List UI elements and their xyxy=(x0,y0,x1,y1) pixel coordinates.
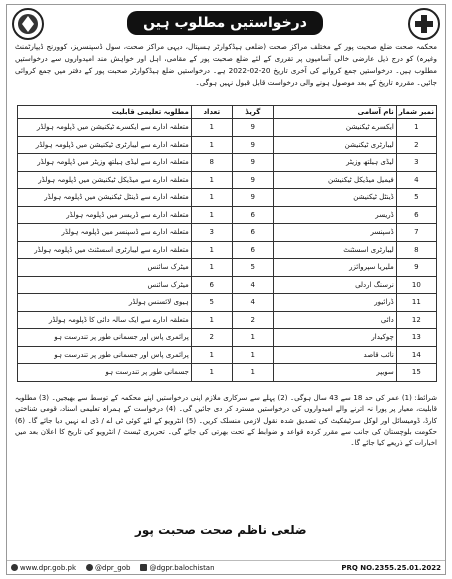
table-row xyxy=(18,364,437,382)
cell-number: 9 xyxy=(396,259,436,277)
cell-count: 1 xyxy=(191,241,232,259)
column-header-count: تعداد xyxy=(191,106,232,119)
cell-grade: 1 xyxy=(232,346,273,364)
health-department-logo-icon xyxy=(407,7,441,41)
cell-number: 3 xyxy=(396,154,436,172)
cell-qualification: متعلقہ ادارے سے میڈیکل ٹیکنیشن میں ڈپلومہ ہولڈر xyxy=(18,171,192,189)
table-row xyxy=(18,329,437,347)
table-row xyxy=(18,276,437,294)
cell-post-name: چوکیدار xyxy=(273,329,396,347)
cell-post-name: نائب قاصد xyxy=(273,346,396,364)
cell-number: 5 xyxy=(396,189,436,207)
cell-post-name: ڈریسر xyxy=(273,206,396,224)
cell-grade: 6 xyxy=(232,206,273,224)
cell-number: 11 xyxy=(396,294,436,312)
cell-grade: 1 xyxy=(232,364,273,382)
column-header-post: نام آسامی xyxy=(273,106,396,119)
page-title: درخواستیں مطلوب ہیں xyxy=(127,11,323,35)
footer-bar xyxy=(7,560,445,574)
cell-qualification: پرائمری پاس اور جسمانی طور پر تندرست ہو xyxy=(18,329,192,347)
cell-grade: 4 xyxy=(232,294,273,312)
facebook-icon xyxy=(140,564,147,571)
cell-grade: 1 xyxy=(232,329,273,347)
cell-qualification: متعلقہ ادارے سے لیڈی ہیلتھ وزیٹر میں ڈپلومہ ہولڈر xyxy=(18,154,192,172)
table-header-row xyxy=(18,106,437,119)
twitter-text: @dpr_gob xyxy=(95,563,131,572)
globe-icon xyxy=(11,564,18,571)
vacancies-table xyxy=(17,105,437,382)
cell-count: 1 xyxy=(191,259,232,277)
cell-count: 1 xyxy=(191,136,232,154)
cell-number: 4 xyxy=(396,171,436,189)
cell-post-name: لیبارٹری ٹیکنیشن xyxy=(273,136,396,154)
facebook-link[interactable] xyxy=(140,564,214,572)
cell-post-name: ملیریا سپروائزر xyxy=(273,259,396,277)
cell-qualification: متعلقہ ادارے سے ایکسرے ٹیکنیشن میں ڈپلومہ ہولڈر xyxy=(18,119,192,137)
table-row xyxy=(18,206,437,224)
cell-count: 1 xyxy=(191,206,232,224)
table-row xyxy=(18,346,437,364)
table-row xyxy=(18,311,437,329)
cell-count: 1 xyxy=(191,364,232,382)
cell-number: 15 xyxy=(396,364,436,382)
website-link[interactable] xyxy=(11,564,76,572)
cell-number: 10 xyxy=(396,276,436,294)
cell-qualification: متعلقہ ادارے سے لیبارٹری ٹیکنیشن میں ڈپلومہ ہولڈر xyxy=(18,136,192,154)
cell-qualification: جسمانی طور پر تندرست ہو xyxy=(18,364,192,382)
cell-count: 1 xyxy=(191,311,232,329)
cell-count: 3 xyxy=(191,224,232,242)
cell-grade: 9 xyxy=(232,189,273,207)
cell-number: 6 xyxy=(396,206,436,224)
cell-qualification: متعلقہ ادارے سے ڈسپنسر میں ڈپلومہ ہولڈر xyxy=(18,224,192,242)
table-row xyxy=(18,259,437,277)
cell-qualification: ہیوی لائسنس ہولڈر xyxy=(18,294,192,312)
table-row xyxy=(18,154,437,172)
balochistan-emblem-left-icon xyxy=(11,7,45,41)
cell-count: 5 xyxy=(191,294,232,312)
social-links xyxy=(11,564,215,572)
cell-count: 1 xyxy=(191,119,232,137)
cell-post-name: دائی xyxy=(273,311,396,329)
cell-post-name: ڈرائیور xyxy=(273,294,396,312)
cell-count: 1 xyxy=(191,189,232,207)
table-row xyxy=(18,119,437,137)
terms-and-conditions: شرائط: (1) عمر کی حد 18 سے 43 سال ہوگی۔ (2) پہلے سے سرکاری ملازم اپنی درخواستیں اپنے محکمہ کے توسط سے بھیجیں۔ (3) مطلوبہ قابلیت، معیار پر پورا نہ اترنے والے امیدواروں کی درخواستیں مسترد کر دی جائیں گی۔ (4) درخواست کے ہمراہ تعلیمی اسناد، قومی شناختی کارڈ، ڈومیسائل اور لوکل سرٹیفکیٹ کی تصدیق شدہ نقول لازمی منسلک کریں۔ (5) انٹرویو کے لئے کوئی ٹی اے / ڈی اے نہیں دیا جائے گا۔ (6) حکومت بلوچستان کی جانب سے مقرر کردہ قواعد و ضوابط کے تحت بھرتی کی جائے گی۔ تحریری ٹیسٹ / انٹرویو کی تاریخ کا اعلان بعد میں اخبارات کے ذریعے کیا جائے گا۔ xyxy=(15,394,437,448)
cell-grade: 5 xyxy=(232,259,273,277)
cell-count: 6 xyxy=(191,276,232,294)
cell-post-name: لیبارٹری اسسٹنٹ xyxy=(273,241,396,259)
cell-grade: 9 xyxy=(232,171,273,189)
table-row xyxy=(18,136,437,154)
column-header-number: نمبر شمار xyxy=(396,106,436,119)
cell-post-name: ایکسرے ٹیکنیشن xyxy=(273,119,396,137)
advertisement-page xyxy=(6,4,446,575)
table-row xyxy=(18,189,437,207)
cell-grade: 9 xyxy=(232,119,273,137)
column-header-grade: گریڈ xyxy=(232,106,273,119)
prq-number: PRQ NO.2355.25.01.2022 xyxy=(341,563,441,572)
cell-count: 2 xyxy=(191,329,232,347)
cell-grade: 2 xyxy=(232,311,273,329)
cell-qualification: پرائمری پاس اور جسمانی طور پر تندرست ہو xyxy=(18,346,192,364)
cell-post-name: سویپر xyxy=(273,364,396,382)
cell-number: 14 xyxy=(396,346,436,364)
cell-grade: 4 xyxy=(232,276,273,294)
cell-qualification: میٹرک سائنس xyxy=(18,276,192,294)
table-row xyxy=(18,294,437,312)
cell-grade: 6 xyxy=(232,224,273,242)
cell-number: 1 xyxy=(396,119,436,137)
signature-authority: ضلعی ناظم صحت صحبت پور xyxy=(135,523,307,537)
table-row xyxy=(18,224,437,242)
twitter-link[interactable] xyxy=(86,564,130,572)
table-row xyxy=(18,241,437,259)
table-row xyxy=(18,171,437,189)
cell-post-name: فیمیل میڈیکل ٹیکنیشن xyxy=(273,171,396,189)
column-header-qualification: مطلوبہ تعلیمی قابلیت xyxy=(18,106,192,119)
website-text: www.dpr.gob.pk xyxy=(20,563,76,572)
twitter-icon xyxy=(86,564,93,571)
cell-qualification: متعلقہ ادارے سے ایک سالہ دائی کا ڈپلومہ ہولڈر xyxy=(18,311,192,329)
cell-post-name: نرسنگ اردلی xyxy=(273,276,396,294)
intro-paragraph: محکمہ صحت ضلع صحبت پور کے مختلف مراکز صحت (ضلعی ہیڈکوارٹر ہسپتال، دیہی مراکز صحت، سول ڈسپنسریز، کوورنج ڈیپارٹمنٹ وغیرہ) کو درج ذیل عارضی خالی آسامیوں پر تقرری کے لئے ضلع صحبت پور کے مقامی، اہل اور خواہش مند امیدواروں سے درخواستیں مطلوب ہیں۔ درخواستیں جمع کروانے کی آخری تاریخ 20-02-2022 ہے۔ درخواستیں ضلع ہیڈکوارٹر صحبت پور کے دفتر میں جمع کروائی جائیں۔ مقررہ تاریخ کے بعد موصول ہونے والی درخواست قابل قبول نہیں ہوگی۔ xyxy=(15,42,437,87)
cell-count: 1 xyxy=(191,171,232,189)
cell-count: 1 xyxy=(191,346,232,364)
cell-grade: 9 xyxy=(232,154,273,172)
cell-post-name: لیڈی ہیلتھ وزیٹر xyxy=(273,154,396,172)
cell-post-name: ڈینٹل ٹیکنیشن xyxy=(273,189,396,207)
cell-grade: 6 xyxy=(232,241,273,259)
cell-count: 8 xyxy=(191,154,232,172)
cell-post-name: ڈسپنسر xyxy=(273,224,396,242)
cell-qualification: میٹرک سائنس xyxy=(18,259,192,277)
cell-number: 8 xyxy=(396,241,436,259)
cell-grade: 9 xyxy=(232,136,273,154)
cell-number: 13 xyxy=(396,329,436,347)
facebook-text: @dgpr.balochistan xyxy=(149,563,215,572)
cell-qualification: متعلقہ ادارے سے ڈریسر میں ڈپلومہ ہولڈر xyxy=(18,206,192,224)
cell-qualification: متعلقہ ادارے سے لیبارٹری اسسٹنٹ میں ڈپلومہ ہولڈر xyxy=(18,241,192,259)
cell-number: 12 xyxy=(396,311,436,329)
cell-number: 2 xyxy=(396,136,436,154)
cell-qualification: متعلقہ ادارے سے ڈینٹل ٹیکنیشن میں ڈپلومہ ہولڈر xyxy=(18,189,192,207)
cell-number: 7 xyxy=(396,224,436,242)
